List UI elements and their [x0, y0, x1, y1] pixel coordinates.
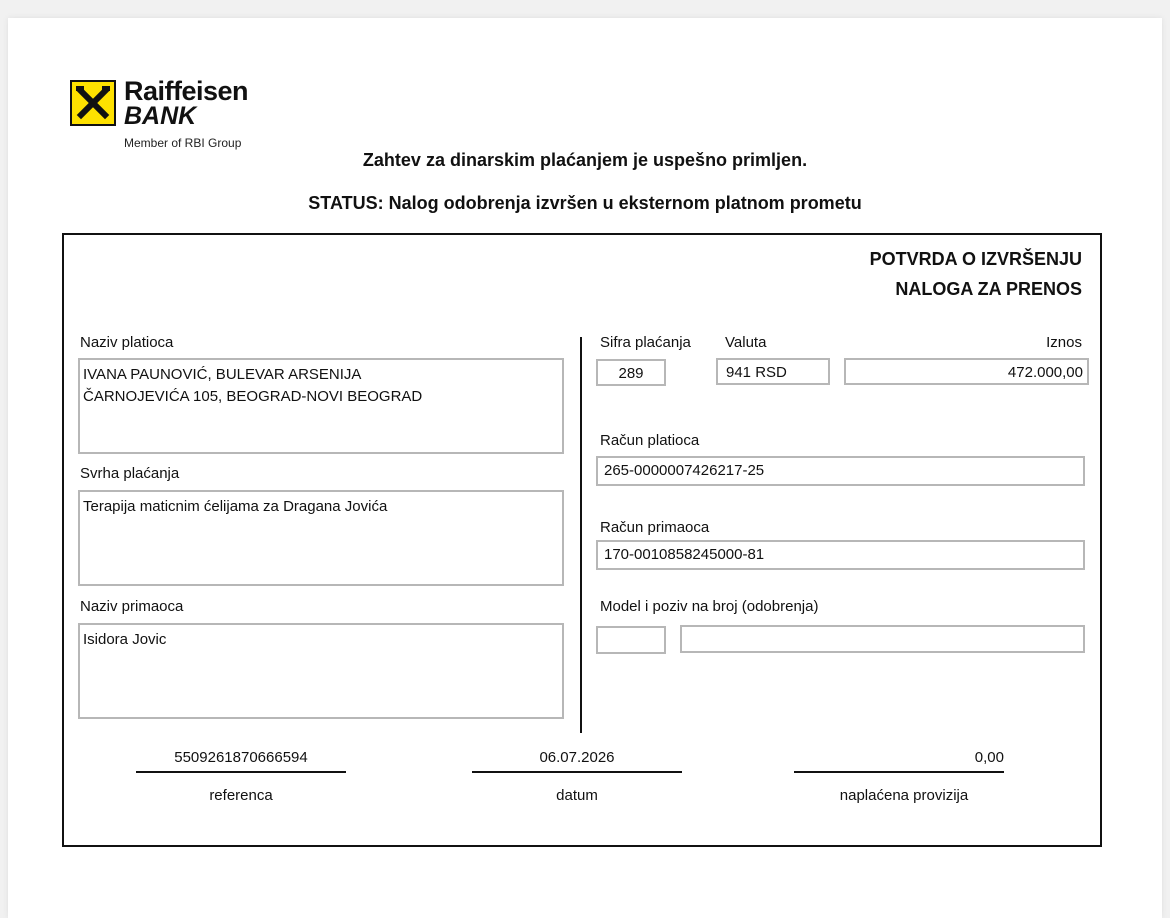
reference-underline [136, 771, 346, 773]
recipient-name-label: Naziv primaoca [80, 598, 184, 615]
amount-field: 472.000,00 [844, 358, 1089, 385]
payment-code-label: Sifra plaćanja [600, 334, 691, 351]
raiffeisen-cross-icon [70, 80, 116, 126]
recipient-account-label: Račun primaoca [600, 519, 710, 536]
reference-label: referenca [209, 787, 273, 804]
fee-value: 0,00 [974, 749, 1004, 766]
form-title-line1: POTVRDA O IZVRŠENJU [869, 249, 1082, 269]
date-value: 06.07.2026 [539, 749, 615, 766]
currency-label: Valuta [725, 334, 767, 351]
purpose-label: Svrha plaćanja [80, 465, 180, 482]
document-page [8, 18, 1162, 918]
column-divider [580, 337, 582, 733]
date-label: datum [556, 787, 598, 804]
model-field [596, 626, 666, 654]
reference-value: 5509261870666594 [174, 749, 308, 766]
payer-account-label: Račun platioca [600, 432, 700, 449]
fee-label: naplaćena provizija [839, 787, 969, 804]
payment-code-field: 289 [596, 359, 666, 386]
amount-label: Iznos [1046, 334, 1082, 351]
form-title-line2: NALOGA ZA PRENOS [895, 279, 1082, 299]
recipient-account-field: 170-0010858245000-81 [596, 540, 1085, 570]
logo-bank: BANK [124, 102, 197, 130]
payer-name-label: Naziv platioca [80, 334, 174, 351]
payer-name-field: IVANA PAUNOVIĆ, BULEVAR ARSENIJA ČARNOJEVIĆA 105, BEOGRAD-NOVI BEOGRAD [78, 358, 564, 454]
recipient-name-field: Isidora Jovic [78, 623, 564, 719]
logo-name: Raiffeisen [124, 76, 249, 106]
model-label: Model i poziv na broj (odobrenja) [600, 598, 819, 615]
confirmation-message: Zahtev za dinarskim plaćanjem je uspešno primljen. [362, 150, 808, 170]
purpose-field: Terapija maticnim ćelijama za Dragana Jovića [78, 490, 564, 586]
fee-underline [794, 771, 1004, 773]
currency-field: 941 RSD [716, 358, 830, 385]
payer-account-field: 265-0000007426217-25 [596, 456, 1085, 486]
status-line: STATUS: Nalog odobrenja izvršen u eksternom platnom prometu [308, 193, 862, 213]
payment-confirmation-form [62, 233, 1102, 847]
logo-member-text: Member of RBI Group [124, 136, 242, 150]
date-underline [472, 771, 682, 773]
reference-number-field [680, 625, 1085, 653]
